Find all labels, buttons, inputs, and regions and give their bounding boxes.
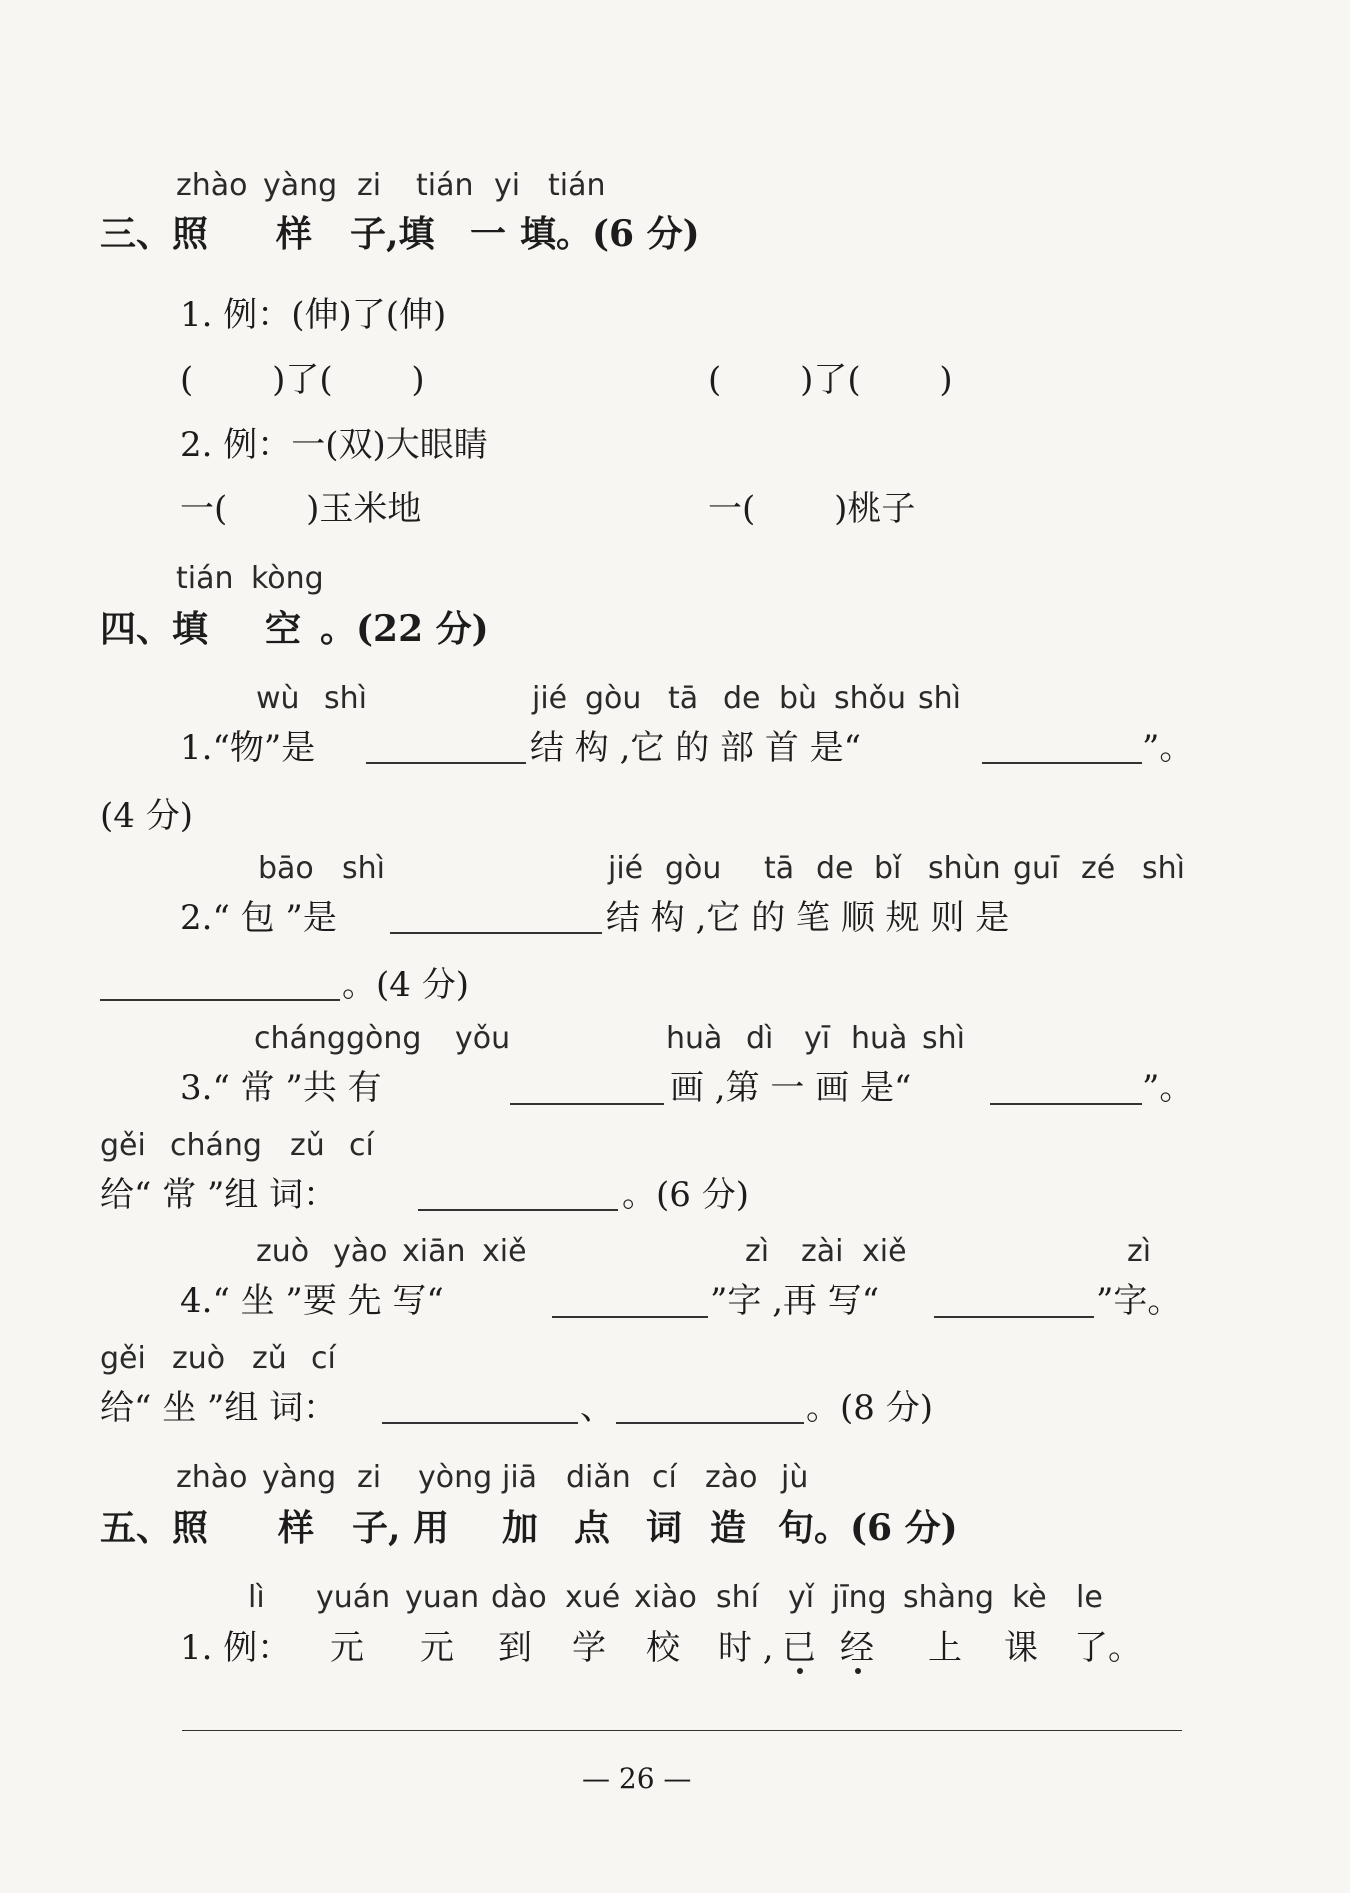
s3-q1-example: 1. 例：(伸)了(伸) — [180, 295, 447, 335]
s3-q2-example: 2. 例：一(双)大眼睛 — [180, 425, 488, 465]
s3-q2-blank-a: 一( )玉米地 — [180, 489, 422, 529]
s4-q3-text-b: 画 ,第 一 画 是“ — [670, 1068, 912, 1108]
s4-q2-blank-structure[interactable] — [390, 932, 602, 934]
s3-q1-blank-a: ( )了( ) — [180, 360, 425, 400]
s4-q3-text-c: ”。 — [1142, 1068, 1194, 1108]
s4-q4-blank-word-2[interactable] — [616, 1422, 804, 1424]
s4-q2-text-b: 结 构 ,它 的 笔 顺 规 则 是 — [606, 898, 1010, 938]
emphasis-dot — [797, 1668, 803, 1674]
s4-q3-blank-count[interactable] — [510, 1103, 664, 1105]
s4-q1-text-b: 结 构 ,它 的 部 首 是“ — [530, 728, 862, 768]
s4-q2-score: 。(4 分) — [342, 965, 469, 1005]
s4-q3-text-a: 3.“ 常 ”共 有 — [180, 1068, 382, 1108]
s5-q1-answer-line[interactable] — [182, 1730, 1182, 1731]
s4-q3-score: 。(6 分) — [622, 1175, 749, 1215]
s4-q2-text-a: 2.“ 包 ”是 — [180, 898, 337, 938]
page-number: — 26 — — [582, 1762, 692, 1795]
s4-q4-blank-word-1[interactable] — [382, 1422, 578, 1424]
s4-q1-score: (4 分) — [100, 796, 193, 836]
s3-q2-blank-b: 一( )桃子 — [708, 489, 916, 529]
s4-q4-blank-second[interactable] — [934, 1316, 1094, 1318]
s4-q2-blank-rule[interactable] — [100, 999, 340, 1001]
s4-q3-text-d: 给“ 常 ”组 词： — [100, 1175, 338, 1215]
s4-q4-text-a: 4.“ 坐 ”要 先 写“ — [180, 1281, 444, 1321]
s4-q3-blank-first-stroke[interactable] — [990, 1103, 1142, 1105]
s4-q1-blank-structure[interactable] — [366, 762, 526, 764]
s3-q1-blank-b: ( )了( ) — [708, 360, 953, 400]
s4-q4-score: 。(8 分) — [806, 1388, 933, 1428]
emphasis-dot — [855, 1668, 861, 1674]
s4-q4-text-d: 给“ 坐 ”组 词： — [100, 1388, 338, 1428]
s4-q1-text-a: 1.“物”是 — [180, 728, 316, 768]
s4-q4-text-b: ”字 ,再 写“ — [710, 1281, 880, 1321]
s4-q4-text-c: ”字。 — [1096, 1281, 1182, 1321]
s4-q1-blank-radical[interactable] — [982, 762, 1142, 764]
s4-q3-blank-word[interactable] — [418, 1209, 618, 1211]
s4-q1-text-c: ”。 — [1142, 728, 1194, 768]
s4-q4-sep: 、 — [580, 1388, 614, 1428]
s4-q4-blank-first[interactable] — [552, 1316, 708, 1318]
